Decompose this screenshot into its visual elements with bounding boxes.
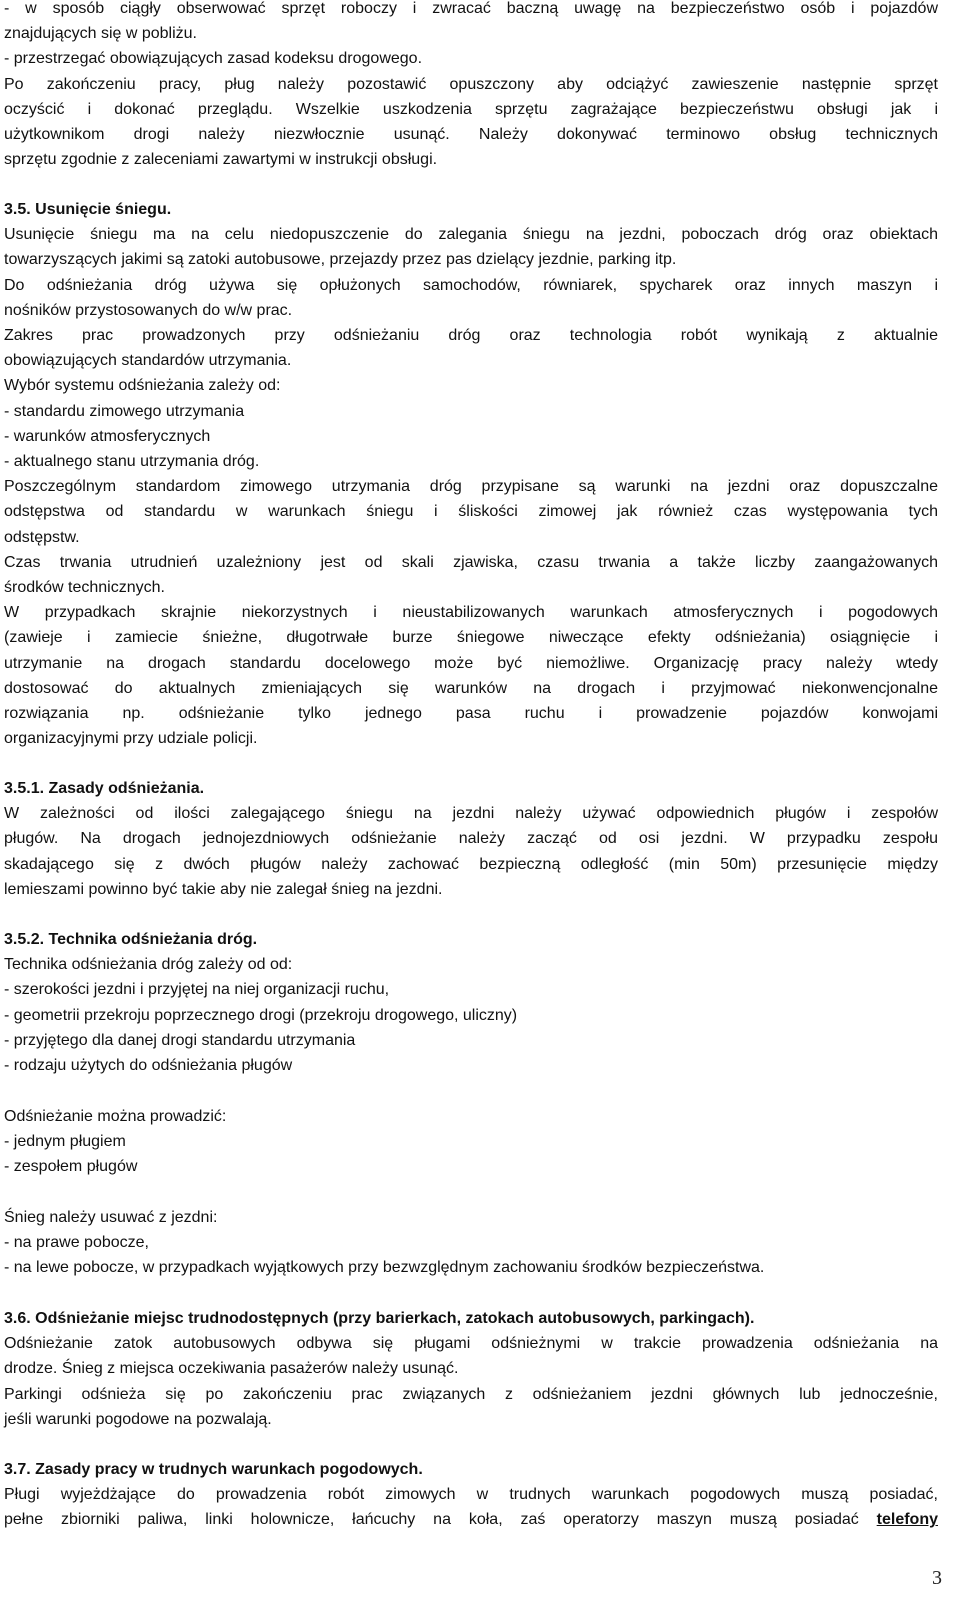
text-line: rozwiązania np. odśnieżanie tylko jednego pasa ruchu i prowadzenie pojazdów konwojami [4, 705, 938, 723]
text-line: lemieszami powinno być takie aby nie zalegał śnieg na jezdni. [4, 880, 443, 898]
list-item: - szerokości jezdni i przyjętej na niej organizacji ruchu, [4, 981, 390, 999]
list-item: - warunków atmosferycznych [4, 427, 211, 445]
text-line: sprzętu zgodnie z zaleceniami zawartymi w instrukcji obsługi. [4, 151, 438, 169]
list-item: - standardu zimowego utrzymania [4, 402, 245, 420]
text-line: Do odśnieżania dróg używa się opłużonych samochodów, równiarek, spycharek oraz innych maszyn i [4, 276, 938, 294]
section-3-5-2 [4, 927, 938, 1078]
text-line: Odśnieżanie zatok autobusowych odbywa się pługami odśnieżnymi w trakcie prowadzenia odśnieżania na [4, 1335, 938, 1353]
text-line: towarzyszących jakimi są zatoki autobusowe, przejazdy przez pas dzielący jezdnie, parking itp. [4, 251, 677, 269]
text-line: odstępstwa od standardu w warunkach śniegu i śliskości zimowej jak również czas występowania tych [4, 503, 938, 521]
text-line: (zawieje i zamiecie śnieżne, długotrwałe burze śniegowe niweczące efekty odśnieżania) osiągnięcie i [4, 629, 938, 647]
text-line: Zakres prac prowadzonych przy odśnieżaniu dróg oraz technologia robót wynikają z aktualnie [4, 327, 938, 345]
text-line: Po zakończeniu pracy, pług należy pozostawić opuszczony aby odciążyć zawieszenie następnie sprzęt [4, 75, 938, 93]
section-3-7 [4, 1457, 938, 1533]
text-line: Pługi wyjeżdżające do prowadzenia robót zimowych w trudnych warunkach pogodowych muszą posiadać, [4, 1486, 938, 1504]
text-line: oczyścić i dokonać przeglądu. Wszelkie uszkodzenia sprzętu zagrażające bezpieczeństwu obsługi jak i [4, 100, 938, 118]
text-line: W przypadkach skrajnie niekorzystnych i nieustabilizowanych warunkach atmosferycznych i pogodowych [4, 604, 938, 622]
text-line: odstępstw. [4, 528, 80, 546]
section-3-6 [4, 1306, 938, 1432]
section-heading: 3.6. Odśnieżanie miejsc trudnodostępnych (przy barierkach, zatokach autobusowych, parkingach). [4, 1310, 755, 1327]
text-line: Poszczególnym standardom zimowego utrzymania dróg przypisane są warunki na jezdni oraz dopuszczalne [4, 478, 938, 496]
text-line: Parkingi odśnieża się po zakończeniu prac związanych z odśnieżaniem jezdni głównych lub jednocześnie, [4, 1385, 938, 1403]
text-line: Śnieg należy usuwać z jezdni: [4, 1209, 218, 1226]
text-line: Usunięcie śniegu ma na celu niedopuszczenie do zalegania śniegu na jezdni, poboczach dróg oraz obiektach [4, 226, 938, 244]
removal-list [4, 1205, 938, 1281]
list-item: - rodzaju użytych do odśnieżania pługów [4, 1057, 293, 1075]
text-line: użytkownikom drogi należy niezwłocznie usunąć. Należy dokonywać terminowo obsług technicznych [4, 126, 938, 144]
section-heading: 3.7. Zasady pracy w trudnych warunkach pogodowych. [4, 1461, 423, 1478]
section-3-5 [4, 197, 938, 751]
text-line: utrzymanie na drogach standardu docelowego może być niemożliwe. Organizację pracy należy wtedy [4, 654, 938, 672]
modes-list [4, 1104, 938, 1180]
list-item: - na lewe pobocze, w przypadkach wyjątkowych przy bezwzględnym zachowaniu środków bezpieczeństwa. [4, 1259, 765, 1277]
list-item: - zespołem pługów [4, 1158, 138, 1176]
page-number: 3 [932, 1567, 942, 1589]
list-item: - przyjętego dla danej drogi standardu utrzymania [4, 1031, 356, 1049]
text-line: dostosować do aktualnych zmieniających się warunków na drogach i przyjmować niekonwencjonalne [4, 679, 938, 697]
list-item: - na prawe pobocze, [4, 1234, 149, 1252]
text-line: W zależności od ilości zalegającego śniegu na jezdni należy używać odpowiednich pługów i zespołów [4, 805, 938, 823]
text-line: środków technicznych. [4, 579, 165, 597]
text-line: nośników przystosowanych do w/w prac. [4, 301, 293, 319]
list-item: - aktualnego stanu utrzymania dróg. [4, 453, 260, 471]
text-line: skadającego się z dwóch pługów należy zachować bezpieczną odległość (min 50m) przesunięcie między [4, 855, 938, 873]
section-heading: 3.5.2. Technika odśnieżania dróg. [4, 931, 258, 948]
text-line: znajdujących się w pobliżu. [4, 25, 197, 43]
text-line: drodze. Śnieg z miejsca oczekiwania pasażerów należy usunąć. [4, 1360, 459, 1378]
section-heading: 3.5.1. Zasady odśnieżania. [4, 780, 205, 797]
section-heading: 3.5. Usunięcie śniegu. [4, 201, 172, 218]
text-line: pługów. Na drogach jednojezdniowych odśnieżanie należy zacząć od osi jezdni. W przypadku zespołu [4, 830, 938, 848]
list-item: - jednym pługiem [4, 1133, 126, 1151]
text-line: jeśli warunki pogodowe na pozwalają. [4, 1410, 272, 1428]
text-line: - w sposób ciągły obserwować sprzęt roboczy i zwracać baczną uwagę na bezpieczeństwo osób i pojazdów [4, 0, 938, 17]
text-line: Odśnieżanie można prowadzić: [4, 1108, 227, 1125]
section-3-5-1 [4, 776, 938, 902]
text-line: obowiązujących standardów utrzymania. [4, 352, 292, 370]
text-line: Czas trwania utrudnień uzależniony jest od skali zjawiska, czasu trwania a także liczby zaangażowanych [4, 553, 938, 571]
list-item: - geometrii przekroju poprzecznego drogi (przekroju drogowego, uliczny) [4, 1006, 518, 1024]
text-line: Wybór systemu odśnieżania zależy od: [4, 377, 281, 395]
text-line: - przestrzegać obowiązujących zasad kodeksu drogowego. [4, 50, 423, 68]
text-line: organizacyjnymi przy udziale policji. [4, 730, 258, 748]
underlined-word: telefony [876, 1511, 938, 1529]
text-run: pełne zbiorniki paliwa, linki holownicze, łańcuchy na koła, zaś operatorzy maszyn muszą posiadać [4, 1511, 859, 1529]
text-line: Technika odśnieżania dróg zależy od od: [4, 956, 293, 974]
intro-paragraph [4, 0, 938, 172]
text-line [4, 1507, 938, 1532]
